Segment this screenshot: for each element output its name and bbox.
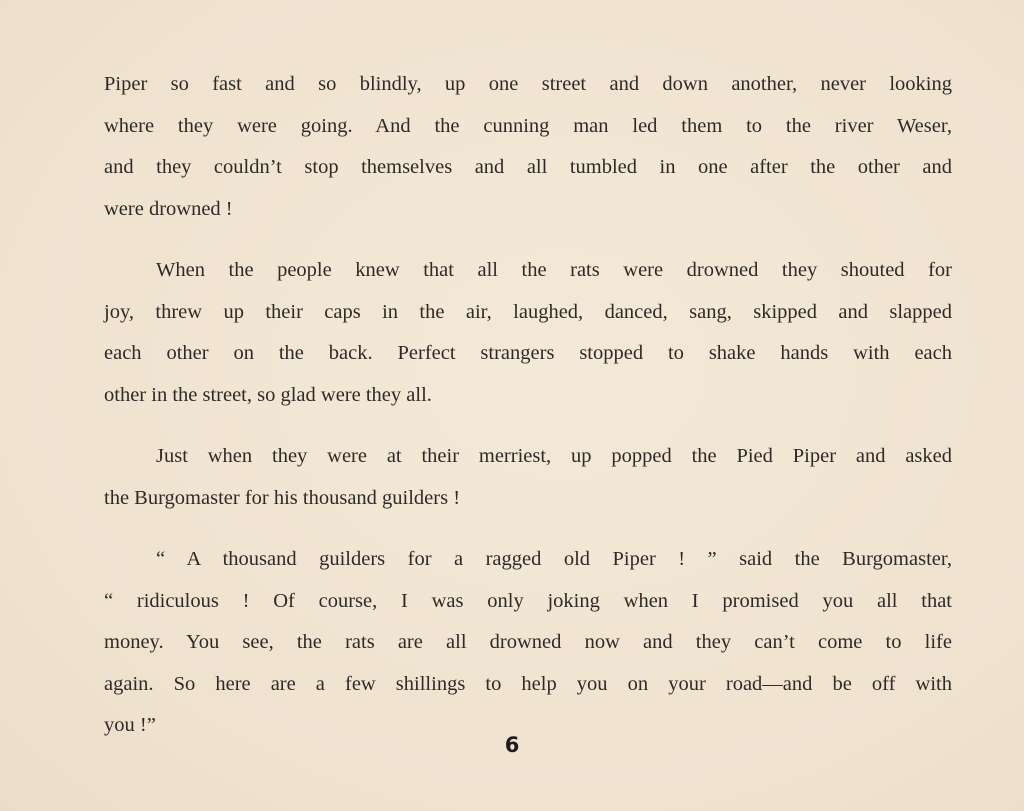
text-line: where they were going. And the cunning man led them to the river Weser, [104, 114, 952, 137]
text-line: you !” [104, 714, 156, 736]
text-line: “ A thousand guilders for a ragged old Piper ! ” said the Burgomaster, [156, 548, 952, 570]
text-line: Piper so fast and so blindly, up one street and down another, never looking [104, 73, 952, 95]
text-line: joy, threw up their caps in the air, laughed, danced, sang, skipped and slapped [104, 300, 952, 323]
text-line: money. You see, the rats are all drowned now and they can’t come to life [104, 631, 952, 653]
page-body [104, 64, 952, 767]
text-line: “ ridiculous ! Of course, I was only joking when I promised you all that [104, 589, 952, 612]
text-line: each other on the back. Perfect strangers stopped to shake hands with each [104, 342, 952, 364]
paragraph-4 [104, 539, 952, 747]
paragraph-3 [104, 436, 952, 519]
paragraph-2 [104, 250, 952, 416]
paragraph-1 [104, 64, 952, 230]
page-number: 6 [504, 733, 520, 757]
text-line: were drowned ! [104, 197, 233, 220]
text-line: When the people knew that all the rats were drowned they shouted for [156, 259, 952, 281]
text-line: again. So here are a few shillings to help you on your road—and be off with [104, 672, 952, 695]
text-line: other in the street, so glad were they all. [104, 383, 432, 406]
text-line: the Burgomaster for his thousand guilders ! [104, 486, 461, 509]
text-line: and they couldn’t stop themselves and all tumbled in one after the other and [104, 156, 952, 178]
text-line: Just when they were at their merriest, up popped the Pied Piper and asked [156, 445, 952, 467]
